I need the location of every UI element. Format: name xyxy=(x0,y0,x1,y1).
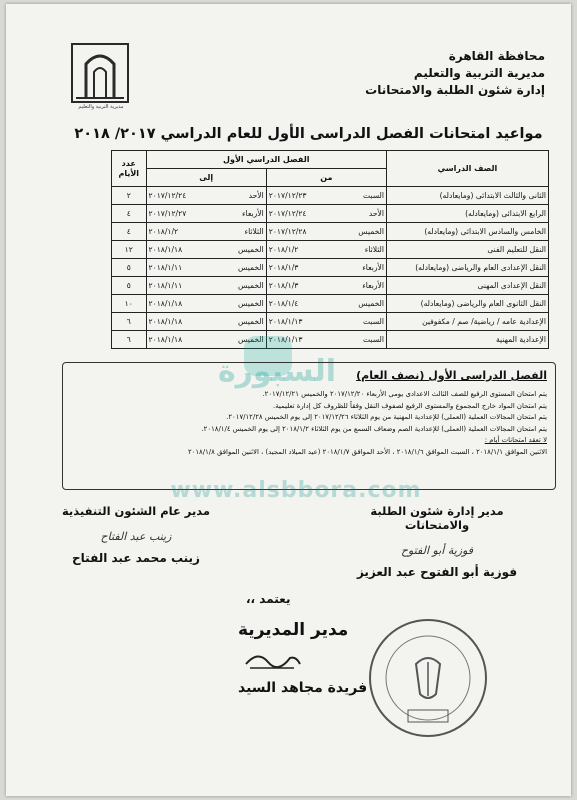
cell-days: ١٠ xyxy=(112,295,147,313)
cell-from xyxy=(266,277,386,295)
from-day: الثلاثاء xyxy=(364,245,384,254)
to-day: الخميس xyxy=(238,335,264,344)
cell-from xyxy=(266,259,386,277)
table-row xyxy=(112,205,549,223)
cell-days: ٦ xyxy=(112,313,147,331)
to-date: ٢٠١٨/١/١١ xyxy=(148,263,183,272)
to-date: ٢٠١٨/١/١٨ xyxy=(148,317,183,326)
cell-from xyxy=(266,205,386,223)
watermark-url: www.alsbbora.com xyxy=(170,478,422,503)
cell-days: ٤ xyxy=(112,205,147,223)
signatory-name: زينب محمد عبد الفتاح xyxy=(72,551,200,565)
cell-days: ٦ xyxy=(112,331,147,349)
cell-grade: الإعدادية المهنية xyxy=(386,331,548,349)
cell-to xyxy=(146,277,266,295)
from-date: ٢٠١٨/١/٣ xyxy=(268,281,299,290)
director-role: مدير المديرية xyxy=(238,620,349,640)
cell-to xyxy=(146,259,266,277)
to-day: الأحد xyxy=(248,191,264,200)
from-date: ٢٠١٨/١/٤ xyxy=(268,299,299,308)
table-row xyxy=(112,259,549,277)
cell-from xyxy=(266,187,386,205)
note-line: يتم امتحان المستوى الرفيع للصف الثالث الاعدادى يومى الأربعاء ٢٠١٧/١٢/٢٠ والخميس ٢٠١٧/١٢/٢١. xyxy=(262,390,547,398)
note-line: الاثنين الموافق ٢٠١٨/١/١ ، السبت الموافق ٢٠١٨/١/٦ ، الأحد الموافق ٢٠١٨/١/٧ (عيد الميلاد المجيد) ، الاثنين الموافق ٢٠١٨/١/٨ xyxy=(187,447,547,456)
table-row xyxy=(112,241,549,259)
note-line: يتم امتحان المواد خارج المجموع والمستوى الرفيع لصفوف النقل وفقاً للظروف كل إدارة تعليمية. xyxy=(273,401,547,410)
to-date: ٢٠١٨/١/٢ xyxy=(148,227,179,236)
cell-days: ٥ xyxy=(112,259,147,277)
cell-to xyxy=(146,187,266,205)
cell-grade: الرابع الابتدائى (ومايعادله) xyxy=(386,205,548,223)
header-directorate: مديرية التربية والتعليم xyxy=(413,66,545,80)
signatory-role: مدير إدارة شئون الطلبة والامتحانات xyxy=(370,504,504,532)
official-stamp xyxy=(366,616,490,740)
header-department: إدارة شئون الطلبة والامتحانات xyxy=(365,83,545,97)
to-date: ٢٠١٧/١٢/٢٧ xyxy=(148,209,187,218)
from-day: الأربعاء xyxy=(362,263,384,272)
cell-to xyxy=(146,205,266,223)
cell-to xyxy=(146,241,266,259)
document-title: مواعيد امتحانات الفصل الدراسى الأول للعام الدراسي ٢٠١٧/ ٢٠١٨ xyxy=(74,126,543,142)
approval-label: يعتمد ،، xyxy=(246,592,291,606)
from-date: ٢٠١٧/١٢/٢٣ xyxy=(268,191,307,200)
watermark-word: السبورة xyxy=(217,354,337,389)
cell-grade: النقل الإعدادى المهنى xyxy=(386,277,548,295)
table-row xyxy=(112,313,549,331)
from-day: الأربعاء xyxy=(362,281,384,290)
table-row xyxy=(112,223,549,241)
to-day: الثلاثاء xyxy=(244,227,264,236)
from-date: ٢٠١٨/١/١٣ xyxy=(268,335,303,344)
col-header-term: الفصل الدراسي الأول xyxy=(146,151,386,169)
table-row xyxy=(112,295,549,313)
handwritten-signature: فوزية أبو الفتوح xyxy=(400,544,474,557)
to-date: ٢٠١٧/١٢/٢٤ xyxy=(148,191,187,200)
cell-to xyxy=(146,295,266,313)
cell-days: ٤ xyxy=(112,223,147,241)
note-line: لا تعقد امتحانات أيام : xyxy=(484,436,547,445)
from-day: الخميس xyxy=(358,227,384,236)
to-day: الخميس xyxy=(238,245,264,254)
from-date: ٢٠١٧/١٢/٢٤ xyxy=(268,209,307,218)
to-date: ٢٠١٨/١/١٨ xyxy=(148,299,183,308)
from-day: السبت xyxy=(363,335,384,344)
cell-grade: الإعدادية عامه / رياضية/ صم / مكفوفين xyxy=(386,313,548,331)
from-day: الخميس xyxy=(358,299,384,308)
from-date: ٢٠١٧/١٢/٢٨ xyxy=(268,227,307,236)
cell-days: ١٢ xyxy=(112,241,147,259)
note-line: يتم امتحان المجالات العملية (العملى) للإعدادية المهنية من يوم الثلاثاء ٢٠١٧/١٢/٢٦ إلى يوم الخميس ٢٠١٧/١٢/٢٨. xyxy=(226,413,547,422)
col-header-grade: الصف الدراسي xyxy=(386,151,548,187)
from-day: السبت xyxy=(363,317,384,326)
note-line: يتم امتحان المجالات العملية (العملى) للإعدادية الصم وضعاف السمع من يوم الثلاثاء ٢٠١٨/١/٢ إلى يوم الخميس ٢٠١٨/١/٤. xyxy=(201,424,547,433)
table-row xyxy=(112,277,549,295)
from-day: الأحد xyxy=(368,209,384,218)
cell-days: ٥ xyxy=(112,277,147,295)
cell-from xyxy=(266,241,386,259)
cell-to xyxy=(146,223,266,241)
to-day: الخميس xyxy=(238,263,264,272)
ministry-logo xyxy=(66,42,134,104)
notes-list xyxy=(71,389,547,459)
to-day: الخميس xyxy=(238,281,264,290)
logo-caption: مديرية التربية والتعليم xyxy=(78,104,124,110)
header-governorate: محافظة القاهرة xyxy=(448,49,545,63)
from-date: ٢٠١٨/١/١٣ xyxy=(268,317,303,326)
from-date: ٢٠١٨/١/٣ xyxy=(268,263,299,272)
cell-grade: النقل للتعليم الفنى xyxy=(386,241,548,259)
from-day: السبت xyxy=(363,191,384,200)
document-page xyxy=(6,4,571,796)
cell-from xyxy=(266,295,386,313)
notes-title: الفصل الدراسى الأول (نصف العام) xyxy=(356,369,547,382)
signatory-name: فوزية أبو الفتوح عبد العزيز xyxy=(356,565,518,579)
cell-days: ٢ xyxy=(112,187,147,205)
cell-grade: النقل الثانوى العام والرياضى (ومايعادله) xyxy=(386,295,548,313)
to-day: الخميس xyxy=(238,299,264,308)
cell-grade: الثانى والثالث الابتدائى (ومايعادله) xyxy=(386,187,548,205)
table-row xyxy=(112,331,549,349)
cell-from xyxy=(266,223,386,241)
col-header-days: عدد الأيام xyxy=(112,151,147,187)
signature-block-left xyxy=(36,504,236,565)
to-date: ٢٠١٨/١/١١ xyxy=(148,281,183,290)
table-row xyxy=(112,187,549,205)
director-name: فريدة مجاهد السيد xyxy=(238,680,368,696)
signatory-role: مدير عام الشئون التنفيذية xyxy=(61,504,211,518)
handwritten-signature: زينب عبد الفتاح xyxy=(100,530,172,543)
exam-schedule-table xyxy=(111,150,549,349)
signature-block-right xyxy=(337,504,537,579)
col-header-from: من xyxy=(266,169,386,187)
issuer-header xyxy=(325,48,545,99)
to-day: الخميس xyxy=(238,317,264,326)
director-signature-scrawl xyxy=(242,646,302,672)
notes-box xyxy=(62,362,556,490)
to-date: ٢٠١٨/١/١٨ xyxy=(148,245,183,254)
cell-grade: الخامس والسادس الابتدائى (ومايعادله) xyxy=(386,223,548,241)
from-date: ٢٠١٨/١/٢ xyxy=(268,245,299,254)
cell-grade: النقل الإعدادى العام والرياضى (ومايعادله) xyxy=(386,259,548,277)
cell-from xyxy=(266,313,386,331)
to-day: الأربعاء xyxy=(241,209,264,218)
to-date: ٢٠١٨/١/١٨ xyxy=(148,335,183,344)
cell-to xyxy=(146,313,266,331)
col-header-to: إلى xyxy=(146,169,266,187)
